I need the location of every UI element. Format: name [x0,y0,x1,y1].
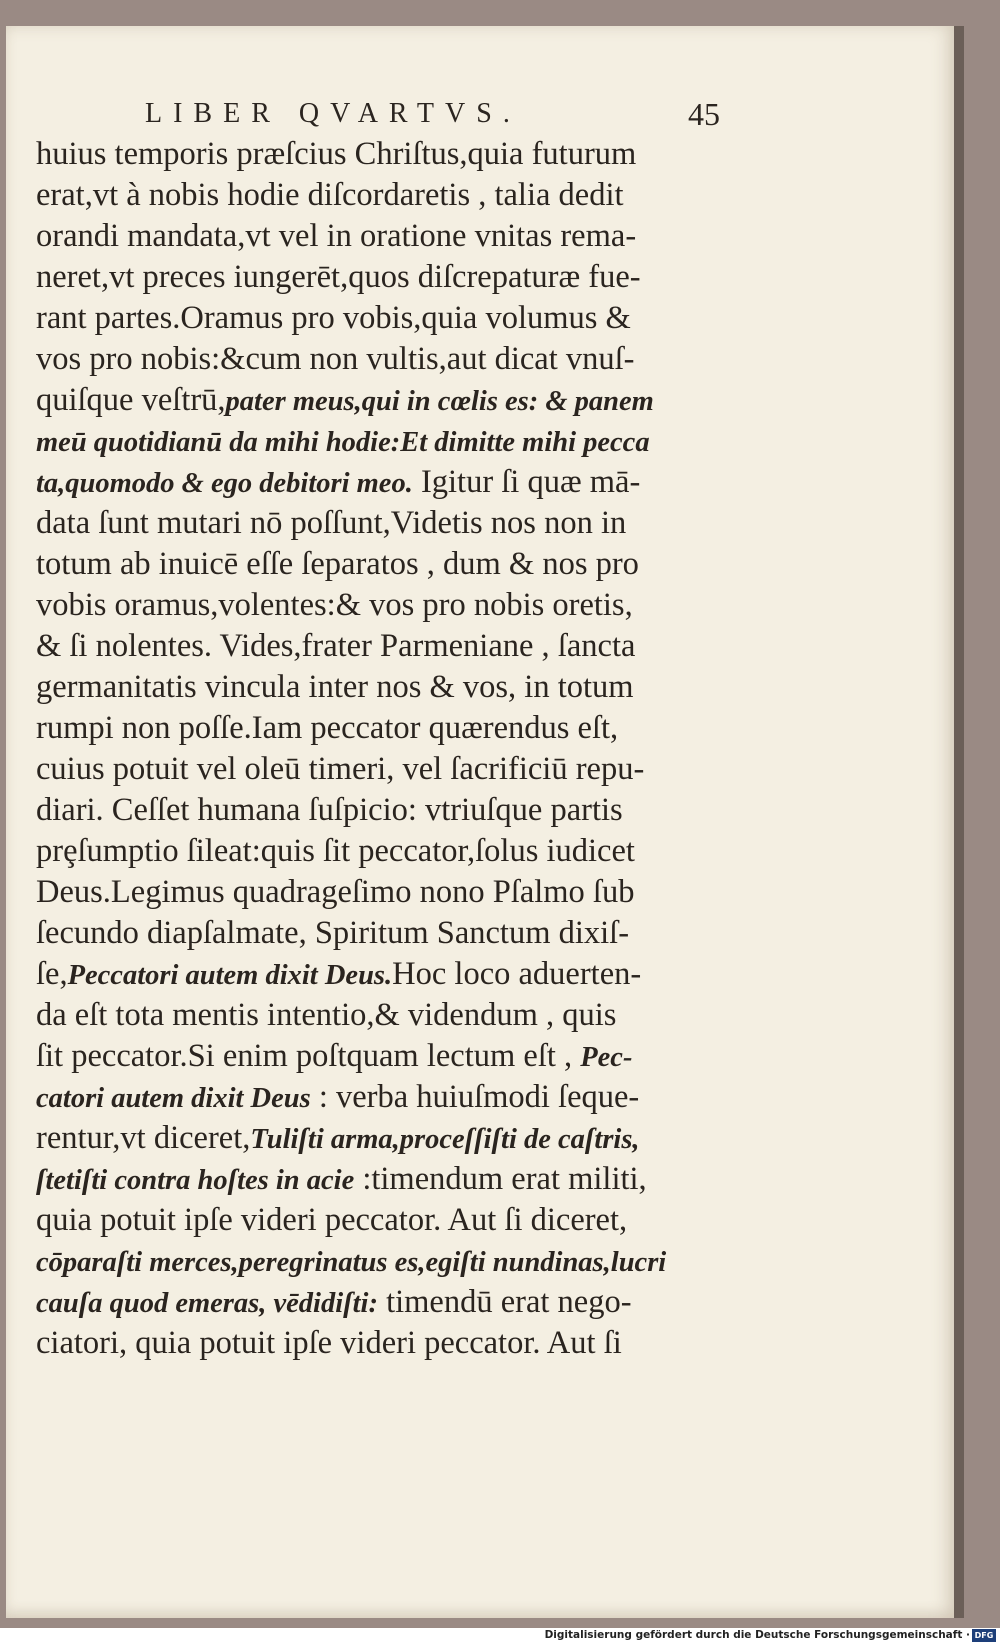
text-line [36,1323,736,1364]
text-line [36,708,736,749]
text-line [36,790,736,831]
text-line [36,380,736,421]
text-line [36,421,736,462]
text-segment: : verba huiuſmodi ſeque- [310,1079,640,1115]
text-line [36,872,736,913]
running-title: LIBER QVARTVS. [145,98,521,129]
text-line [36,1200,736,1241]
body-text [36,134,736,1364]
text-line [36,1159,736,1200]
text-line [36,913,736,954]
text-segment: da eſt tota mentis intentio,& videndum , quis [36,997,617,1033]
text-line [36,667,736,708]
dfg-logo: DFG [972,1629,996,1642]
text-line [36,462,736,503]
text-line [36,626,736,667]
text-segment: ſit peccator.Si enim poſtquam lectum eſt , [36,1038,581,1074]
text-line [36,749,736,790]
italic-quotation: cauſa quod emeras, vēdidiſti: [36,1288,378,1319]
text-segment: diari. Ceſſet humana ſuſpicio: vtriuſque partis [36,792,623,828]
text-line [36,1077,736,1118]
italic-quotation: cōparaſti merces,peregrinatus es,egiſti nundinas,lucri [36,1247,667,1278]
text-line [36,831,736,872]
italic-quotation: meū quotidianū da mihi hodie:Et dimitte mihi pecca [36,427,650,458]
text-segment: :timendum erat militi, [354,1161,647,1197]
text-segment: vos pro nobis:&cum non vultis,aut dicat vnuſ- [36,341,635,377]
text-segment: quia potuit ipſe videri peccator. Aut ſi diceret, [36,1202,628,1238]
text-segment: Deus.Legimus quadrageſimo nono Pſalmo ſub [36,874,635,910]
text-line [36,1282,736,1323]
text-segment: huius temporis præſcius Chriſtus,quia futurum [36,136,637,172]
text-line [36,339,736,380]
text-segment: rumpi non poſſe.Iam peccator quærendus eſt, [36,710,619,746]
text-segment: totum ab inuicē eſſe ſeparatos , dum & nos pro [36,546,639,582]
text-line [36,298,736,339]
text-segment: timendū erat nego- [377,1284,632,1320]
text-segment: vobis oramus,volentes:& vos pro nobis oretis, [36,587,633,623]
text-segment: orandi mandata,vt vel in oratione vnitas rema- [36,218,637,254]
text-line [36,216,736,257]
running-head [145,96,720,136]
text-segment: ſe, [36,956,68,992]
italic-quotation: catori autem dixit Deus [36,1083,311,1114]
digitization-footer [0,1628,1000,1644]
text-segment: quiſque veſtrū, [36,382,226,418]
text-segment: rant partes.Oramus pro vobis,quia volumus & [36,300,631,336]
text-segment: data ſunt mutari nō poſſunt,Videtis nos non in [36,505,627,541]
text-segment: neret,vt preces iungerēt,quos diſcrepaturæ fue- [36,259,641,295]
text-segment: ſecundo diapſalmate, Spiritum Sanctum dixiſ- [36,915,630,951]
text-segment: rentur,vt diceret, [36,1120,251,1156]
text-segment: cuius potuit vel oleū timeri, vel ſacrificiū repu- [36,751,645,787]
text-line [36,257,736,298]
text-segment: prȩſumptio ſileat:quis ſit peccator,ſolus iudicet [36,833,635,869]
italic-quotation: ta,quomodo & ego debitori meo. [36,468,413,499]
text-line [36,1241,736,1282]
italic-quotation: Tuliſti arma,proceſſiſti de caſtris, [250,1124,640,1155]
italic-quotation: pater meus,qui in cœlis es: & panem [225,386,654,417]
text-line [36,175,736,216]
text-line [36,503,736,544]
footer-credit: Digitalisierung gefördert durch die Deutsche Forschungsgemeinschaft · [544,1629,970,1641]
text-line [36,1118,736,1159]
text-line [36,1036,736,1077]
page-edge [954,26,964,1618]
text-segment: Igitur ſi quæ mā- [412,464,641,500]
text-line [36,134,736,175]
text-segment: ciatori, quia potuit ipſe videri peccator. Aut ſi [36,1325,622,1361]
text-segment: & ſi nolentes. Vides,frater Parmeniane , ſancta [36,628,636,664]
italic-quotation: Pec- [580,1042,633,1073]
text-line [36,544,736,585]
italic-quotation: ſtetiſti contra hoſtes in acie [36,1165,355,1196]
text-segment: erat,vt à nobis hodie diſcordaretis , talia dedit [36,177,624,213]
text-line [36,995,736,1036]
text-segment: Hoc loco aduerten- [392,956,642,992]
text-line [36,954,736,995]
page-number: 45 [688,96,720,132]
text-line [36,585,736,626]
text-segment: germanitatis vincula inter nos & vos, in totum [36,669,634,705]
italic-quotation: Peccatori autem dixit Deus. [67,960,393,991]
